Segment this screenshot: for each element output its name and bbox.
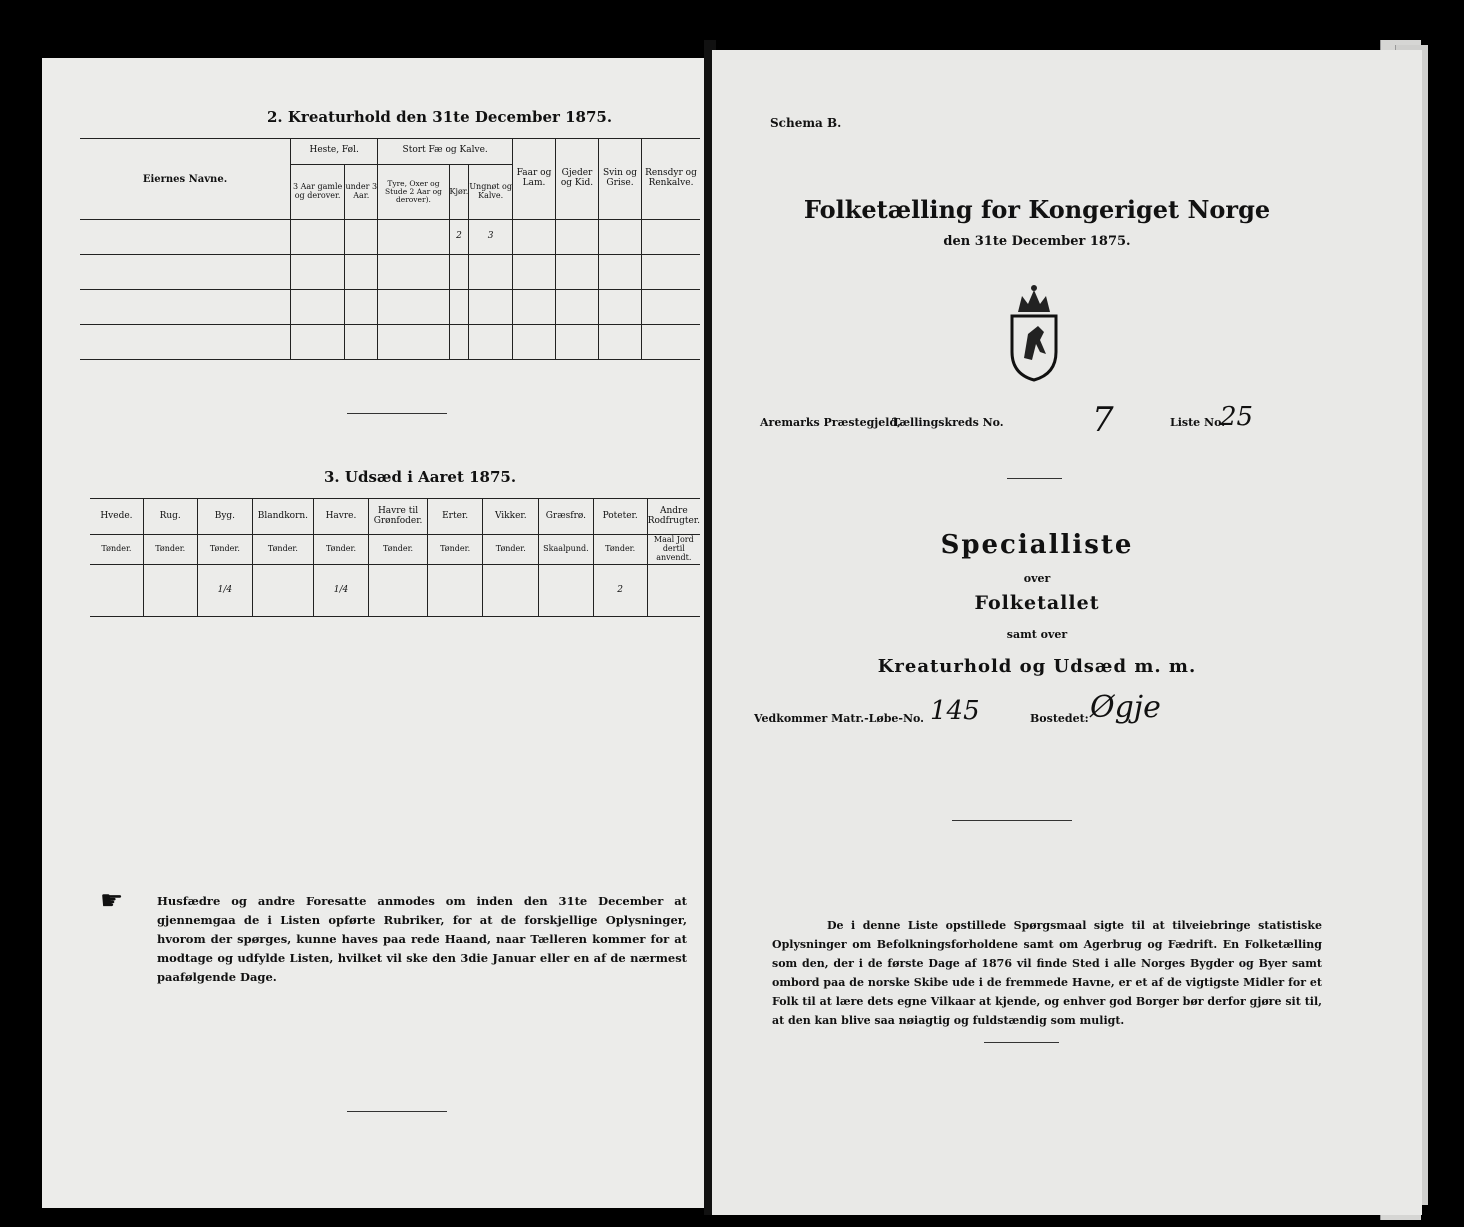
norway-coat-of-arms-icon — [1004, 282, 1064, 382]
crop-unit: Tønder. — [369, 535, 428, 565]
sowing-table — [90, 498, 700, 617]
notice-text: Husfædre og andre Foresatte anmodes om inden den 31te December at gjennemgaa de i Listen opførte Rubriker, for at de forskjellige Oplysninger, hvorom der spørges, kunne haves paa rede Haand, naar Tælleren kommer for at modtage og udfylde Listen, hvilket vil ske den 3die Januar eller en af de nærmest paafølgende Dage. — [157, 894, 687, 984]
divider — [952, 820, 1072, 821]
divider — [984, 1042, 1059, 1043]
pigs-header: Svin og Grise. — [599, 139, 642, 220]
cows-header: Kjør. — [449, 164, 469, 220]
crop-value: 1/4 — [197, 565, 253, 617]
residence-label: Bostedet: — [1030, 712, 1089, 725]
crop-header: Andre Rodfrugter. — [647, 499, 700, 535]
young-cattle-value: 3 — [469, 220, 513, 255]
cattle-header: Stort Fæ og Kalve. — [378, 139, 513, 165]
district-number: 7 — [1092, 400, 1114, 440]
pointing-hand-icon: ☛ — [100, 886, 124, 916]
right-page — [712, 50, 1422, 1215]
crop-value — [369, 565, 428, 617]
residence-name: Øgje — [1090, 690, 1161, 725]
horses-under3-header: under 3 Aar. — [345, 164, 378, 220]
crop-header: Vikker. — [483, 499, 539, 535]
matr-label: Vedkommer Matr.-Løbe-No. — [754, 712, 924, 725]
crop-unit: Tønder. — [313, 535, 369, 565]
crop-header: Rug. — [143, 499, 197, 535]
crop-value — [143, 565, 197, 617]
list-label: Liste No. — [1170, 416, 1226, 429]
census-date: den 31te December 1875. — [943, 234, 1131, 249]
crop-unit: Tønder. — [197, 535, 253, 565]
crop-header: Hvede. — [90, 499, 143, 535]
crop-value — [647, 565, 700, 617]
crop-header: Poteter. — [593, 499, 647, 535]
schema-label: Schema B. — [770, 116, 842, 130]
district-label: Tællingskreds No. — [892, 416, 1004, 429]
goats-header: Gjeder og Kid. — [556, 139, 599, 220]
young-cattle-header: Ungnøt og Kalve. — [469, 164, 513, 220]
crop-unit: Tønder. — [253, 535, 313, 565]
divider — [347, 413, 447, 414]
sheep-header: Faar og Lam. — [513, 139, 556, 220]
crop-header: Blandkorn. — [253, 499, 313, 535]
crop-header: Byg. — [197, 499, 253, 535]
crop-header: Havre til Grønfoder. — [369, 499, 428, 535]
crop-value — [90, 565, 143, 617]
parish-label: Aremarks Præstegjeld, — [760, 416, 901, 429]
crop-value: 2 — [593, 565, 647, 617]
reindeer-header: Rensdyr og Renkalve. — [642, 139, 701, 220]
crop-value — [483, 565, 539, 617]
info-text: De i denne Liste opstillede Spørgsmaal sigte til at tilveiebringe statistiske Oplysninger om Befolkningsforholdene samt om Agerbrug og Fædrift. En Folketælling som den, der i de første Dage af 1876 vil finde Sted i alle Norges Bygder og Byer samt ombord paa de norske Skibe ude i de fremmede Havne, er et af de vigtigste Midler for et Folk til at lære dets egne Vilkaar at kjende, og enhver god Borger bør derfor gjøre sit til, at den kan blive saa nøiagtig og fuldstændig som muligt. — [772, 919, 1322, 1027]
bulls-header: Tyre, Oxer og Stude 2 Aar og derover). — [378, 164, 449, 220]
crop-value — [427, 565, 483, 617]
list-number: 25 — [1220, 402, 1254, 432]
crop-unit: Tønder. — [427, 535, 483, 565]
crop-unit: Maal Jord dertil anvendt. — [647, 535, 700, 565]
crop-header: Havre. — [313, 499, 369, 535]
also-over-text: samt over — [1006, 628, 1068, 641]
matr-number: 145 — [930, 696, 980, 726]
crop-unit: Tønder. — [593, 535, 647, 565]
section-2-title: 2. Kreaturhold den 31te December 1875. — [267, 108, 613, 126]
divider — [347, 1111, 447, 1112]
section-3-title: 3. Udsæd i Aaret 1875. — [324, 468, 517, 486]
special-list-title: Specialliste — [940, 530, 1134, 560]
crop-unit: Tønder. — [143, 535, 197, 565]
crop-value — [253, 565, 313, 617]
horses-header: Heste, Føl. — [291, 139, 378, 165]
livestock-title: Kreaturhold og Udsæd m. m. — [877, 656, 1197, 677]
owner-name-header: Eiernes Navne. — [80, 139, 291, 220]
cows-value: 2 — [449, 220, 469, 255]
main-title: Folketælling for Kongeriget Norge — [803, 195, 1271, 224]
over-text: over — [1023, 572, 1051, 585]
left-page — [42, 58, 712, 1208]
population-title: Folketallet — [974, 592, 1100, 614]
crop-value — [539, 565, 594, 617]
crop-header: Græsfrø. — [539, 499, 594, 535]
horses-3yr-header: 3 Aar gamle og derover. — [291, 164, 345, 220]
livestock-table — [80, 138, 700, 360]
crop-value: 1/4 — [313, 565, 369, 617]
crop-unit: Skaalpund. — [539, 535, 594, 565]
crop-header: Erter. — [427, 499, 483, 535]
divider — [1007, 478, 1062, 479]
crop-unit: Tønder. — [483, 535, 539, 565]
crop-unit: Tønder. — [90, 535, 143, 565]
